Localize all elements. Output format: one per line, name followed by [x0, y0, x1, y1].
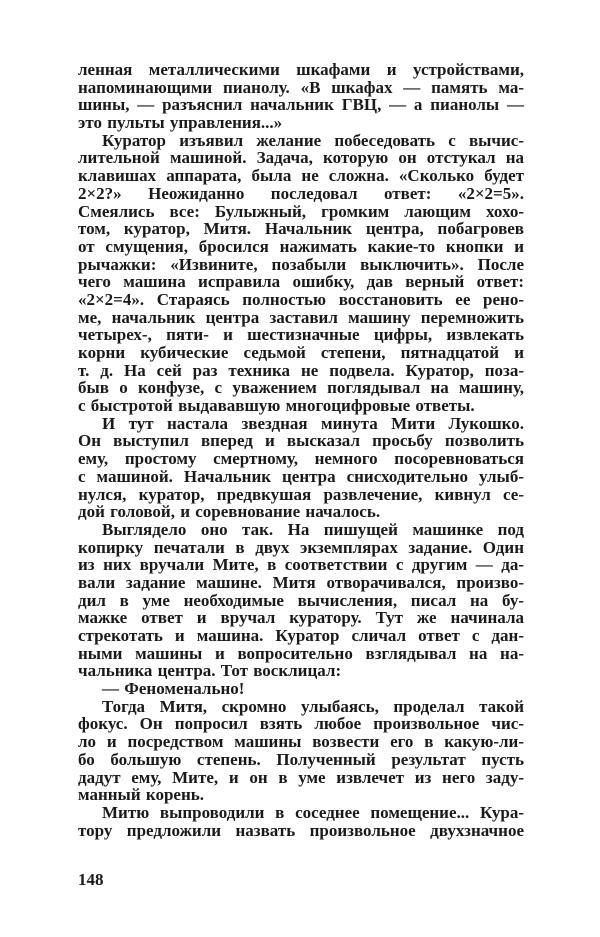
text-line: ленная металлическими шкафами и устройствами, — [78, 60, 524, 79]
text-line: Он выступил вперед и высказал просьбу позволить — [78, 431, 524, 451]
page-body — [78, 61, 524, 839]
text-line: шины, — разъяснил начальник ГВЦ, — а пианолы — — [78, 95, 524, 115]
text-line: т. д. На сей раз техника не подвела. Куратор, поза- — [78, 360, 524, 380]
text-line: Куратор изъявил желание побеседовать с вычис- — [102, 130, 524, 150]
text-line: дил в уме необходимые вычисления, писал на бу- — [78, 590, 524, 610]
page-number: 148 — [78, 870, 104, 889]
text-line: манный корень. — [78, 785, 204, 805]
text-line: «2×2=4». Стараясь полностью восстановить ее рено- — [78, 289, 524, 309]
text-line: Тогда Митя, скромно улыбаясь, проделал такой — [102, 696, 524, 716]
text-line: нулся, куратор, предвкушая развлечение, кивнул се- — [78, 484, 524, 504]
text-line: ло и посредством машины возвести его в какую-ли- — [78, 732, 524, 752]
text-line: Выглядело оно так. На пишущей машинке под — [102, 519, 524, 539]
text-line: — Феноменально! — [102, 679, 245, 699]
text-line: стрекотать и машина. Куратор сличал ответ с дан- — [78, 626, 524, 645]
text-line: тору предложили назвать произвольное двухзначное — [78, 820, 524, 840]
text-line: быв о конфузе, с уважением поглядывал на машину, — [78, 378, 524, 398]
text-line: И тут настала звездная минута Мити Лукошко. — [102, 413, 524, 433]
text-line: лительной машиной. Задача, которую он отстукал на — [78, 148, 524, 168]
text-line: от смущения, бросился нажимать какие-то кнопки и — [78, 236, 524, 256]
text-line: бо большую степень. Полученный результат пусть — [78, 749, 524, 769]
text-line: с быстротой выдававшую многоцифровые ответы. — [78, 396, 475, 416]
text-line: том, куратор, Митя. Начальник центра, побагровев — [78, 219, 524, 239]
text-line: ме, начальник центра заставил машину перемножить — [78, 307, 524, 327]
text-line: четырех-, пяти- и шестизначные цифры, извлекать — [78, 325, 524, 345]
text-line: с машиной. Начальник центра снисходительно улыб- — [78, 466, 524, 486]
text-line: рычажки: «Извините, позабыли выключить». После — [78, 254, 524, 274]
text-line: 2×2?» Неожиданно последовал ответ: «2×2=5». — [78, 183, 524, 203]
text-line: дой головой, и соревнование началось. — [78, 502, 381, 522]
text-line: мажке ответ и вручал куратору. Тут же начинала — [78, 608, 524, 628]
text-line: клавишах аппарата, была не сложна. «Сколько будет — [78, 166, 524, 186]
text-line: корни кубические седьмой степени, пятнадцатой и — [78, 343, 524, 362]
text-line: чальника центра. Тот восклицал: — [78, 661, 342, 681]
text-line: это пульты управления...» — [78, 113, 283, 133]
text-line: Митю выпроводили в соседнее помещение... Кура- — [102, 802, 524, 822]
text-line: фокус. Он попросил взять любое произвольное чис- — [78, 714, 524, 734]
text-line: дадут ему, Мите, и он в уме извлечет из него заду- — [78, 767, 524, 787]
text-line: Смеялись все: Булыжный, громким лающим хохо- — [78, 201, 524, 221]
text-line: копирку печатали в двух экземплярах задание. Один — [78, 537, 524, 557]
text-line: чего машина исправила ошибку, дав верный ответ: — [78, 272, 524, 292]
text-line: из них вручали Мите, в соответствии с другим — да- — [78, 555, 524, 575]
text-line: напоминающими пианолу. «В шкафах — память ма- — [78, 77, 524, 97]
text-line: ными машины и вопросительно взглядывал на на- — [78, 643, 524, 663]
text-line: ему, простому смертному, немного посоревноваться — [78, 449, 524, 469]
text-line: вали задание машине. Митя отворачивался, произво- — [78, 572, 524, 592]
